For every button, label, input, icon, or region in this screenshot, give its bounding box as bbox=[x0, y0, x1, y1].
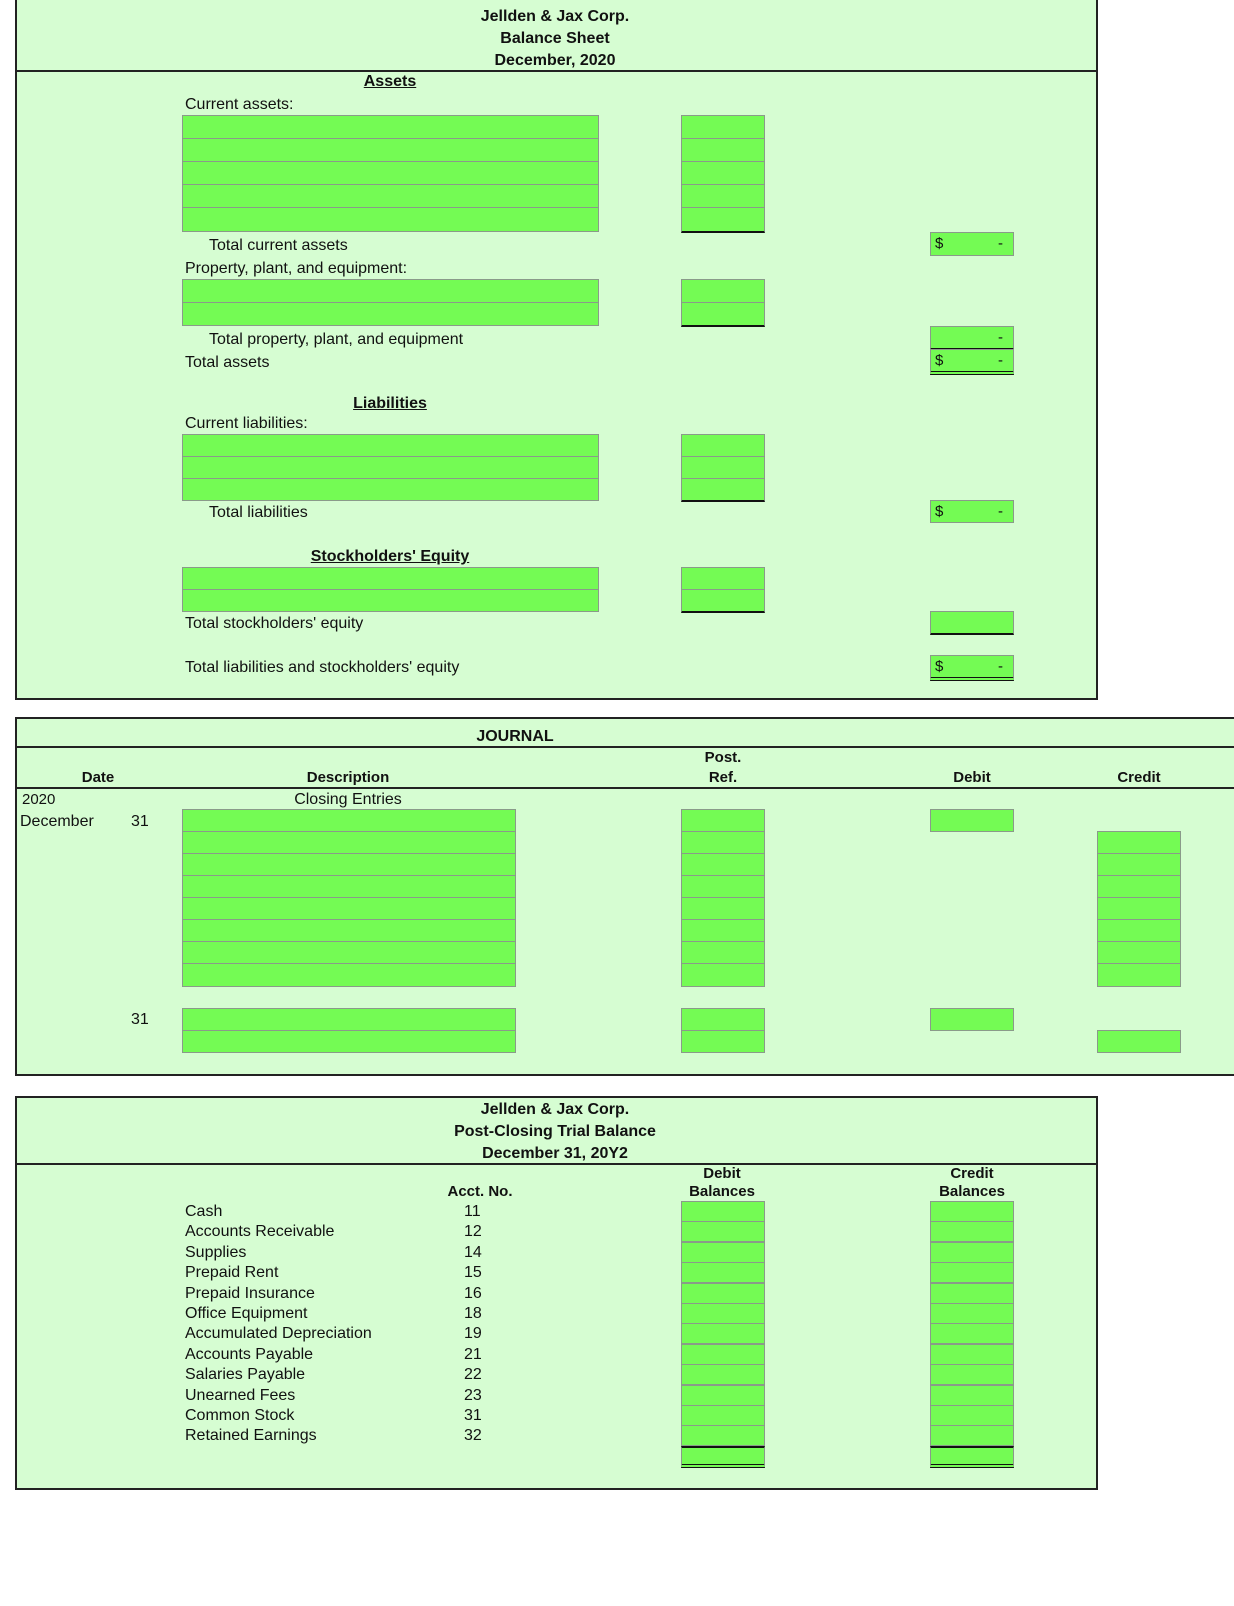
journal-credit-input[interactable] bbox=[1097, 919, 1181, 942]
journal-post-ref-input[interactable] bbox=[681, 1008, 765, 1031]
tb-account-name: Salaries Payable bbox=[185, 1366, 306, 1383]
tb-company-name: Jellden & Jax Corp. bbox=[480, 1101, 630, 1118]
journal-post-ref-input[interactable] bbox=[681, 875, 765, 898]
equity-name-input[interactable] bbox=[182, 567, 599, 590]
bs-title: Balance Sheet bbox=[500, 30, 610, 47]
current-liabilities-label: Current liabilities: bbox=[185, 415, 308, 432]
journal-description-input[interactable] bbox=[182, 963, 516, 987]
ppe-name-input[interactable] bbox=[182, 279, 599, 303]
col-description: Description bbox=[306, 769, 390, 786]
total-equity-label: Total stockholders' equity bbox=[185, 615, 364, 632]
tb-debit-input[interactable] bbox=[681, 1385, 765, 1406]
bs-header-rule bbox=[15, 70, 1098, 72]
tb-debit-input[interactable] bbox=[681, 1262, 765, 1283]
tb-account-name: Office Equipment bbox=[185, 1305, 308, 1322]
empty-value: - bbox=[998, 352, 1003, 369]
tb-account-number: 11 bbox=[464, 1203, 481, 1220]
tb-account-number: 22 bbox=[464, 1366, 482, 1383]
tb-account-name: Accounts Receivable bbox=[185, 1223, 335, 1240]
equity-amount-input[interactable] bbox=[681, 567, 765, 590]
currency-symbol: $ bbox=[935, 235, 944, 252]
ppe-amount-input[interactable] bbox=[681, 302, 765, 327]
tb-account-name: Cash bbox=[185, 1203, 223, 1220]
journal-description-input[interactable] bbox=[182, 831, 516, 854]
tb-col-credit-line1: Credit bbox=[950, 1165, 994, 1182]
journal-post-ref-input[interactable] bbox=[681, 809, 765, 832]
journal-credit-input[interactable] bbox=[1097, 875, 1181, 898]
total-current-assets-value[interactable] bbox=[930, 232, 1014, 256]
journal-post-ref-input[interactable] bbox=[681, 963, 765, 987]
ppe-label: Property, plant, and equipment: bbox=[185, 260, 408, 277]
col-post-ref-line2: Ref. bbox=[708, 769, 738, 786]
tb-account-number: 12 bbox=[464, 1223, 482, 1240]
journal-credit-input[interactable] bbox=[1097, 853, 1181, 876]
journal-description-input[interactable] bbox=[182, 919, 516, 942]
equity-amount-input[interactable] bbox=[681, 589, 765, 613]
tb-debit-input[interactable] bbox=[681, 1364, 765, 1385]
tb-credit-total[interactable] bbox=[930, 1446, 1014, 1468]
empty-value: - bbox=[998, 235, 1003, 252]
tb-credit-input[interactable] bbox=[930, 1344, 1014, 1365]
equity-name-input[interactable] bbox=[182, 589, 599, 612]
tb-credit-input[interactable] bbox=[930, 1283, 1014, 1304]
tb-account-number: 31 bbox=[464, 1407, 482, 1424]
tb-account-name: Prepaid Insurance bbox=[185, 1285, 315, 1302]
journal-year: 2020 bbox=[22, 791, 56, 808]
tb-debit-input[interactable] bbox=[681, 1283, 765, 1304]
tb-account-number: 21 bbox=[464, 1346, 482, 1363]
journal-credit-input[interactable] bbox=[1097, 897, 1181, 920]
tb-debit-input[interactable] bbox=[681, 1242, 765, 1263]
current-asset-amount-input[interactable] bbox=[681, 184, 765, 208]
journal-credit-input[interactable] bbox=[1097, 963, 1181, 987]
tb-account-name: Retained Earnings bbox=[185, 1427, 317, 1444]
journal-day-2: 31 bbox=[131, 1011, 149, 1028]
tb-account-number: 16 bbox=[464, 1285, 482, 1302]
journal-title-rule bbox=[15, 746, 1234, 748]
current-asset-name-input[interactable] bbox=[182, 207, 599, 232]
tb-col-debit-line1: Debit bbox=[703, 1165, 741, 1182]
ppe-name-input[interactable] bbox=[182, 302, 599, 326]
tb-credit-input[interactable] bbox=[930, 1364, 1014, 1385]
journal-description-input[interactable] bbox=[182, 1030, 516, 1053]
tb-debit-input[interactable] bbox=[681, 1323, 765, 1344]
tb-account-name: Accounts Payable bbox=[185, 1346, 314, 1363]
col-credit: Credit bbox=[1117, 769, 1161, 786]
total-current-assets-label: Total current assets bbox=[209, 237, 348, 254]
liabilities-heading: Liabilities bbox=[353, 395, 427, 412]
total-liabilities-label: Total liabilities bbox=[209, 504, 308, 521]
tb-debit-input[interactable] bbox=[681, 1405, 765, 1426]
tb-account-name: Accumulated Depreciation bbox=[185, 1325, 372, 1342]
bs-company-name: Jellden & Jax Corp. bbox=[480, 8, 630, 25]
tb-credit-input[interactable] bbox=[930, 1201, 1014, 1222]
current-liability-amount-input[interactable] bbox=[681, 434, 765, 457]
tb-debit-input[interactable] bbox=[681, 1425, 765, 1446]
journal-post-ref-input[interactable] bbox=[681, 941, 765, 964]
ppe-amount-input[interactable] bbox=[681, 279, 765, 303]
col-debit: Debit bbox=[953, 769, 991, 786]
tb-credit-input[interactable] bbox=[930, 1425, 1014, 1446]
current-asset-amount-input[interactable] bbox=[681, 115, 765, 139]
journal-credit-input[interactable] bbox=[1097, 941, 1181, 964]
tb-debit-input[interactable] bbox=[681, 1221, 765, 1242]
current-asset-name-input[interactable] bbox=[182, 161, 599, 185]
current-asset-name-input[interactable] bbox=[182, 138, 599, 162]
tb-account-number: 15 bbox=[464, 1264, 482, 1281]
empty-value: - bbox=[998, 329, 1003, 346]
tb-date: December 31, 20Y2 bbox=[482, 1145, 628, 1162]
current-liability-amount-input[interactable] bbox=[681, 456, 765, 479]
currency-symbol: $ bbox=[935, 352, 944, 369]
tb-credit-input[interactable] bbox=[930, 1385, 1014, 1406]
tb-debit-input[interactable] bbox=[681, 1344, 765, 1365]
journal-post-ref-input[interactable] bbox=[681, 831, 765, 854]
tb-debit-input[interactable] bbox=[681, 1303, 765, 1324]
tb-credit-input[interactable] bbox=[930, 1242, 1014, 1263]
total-assets-value[interactable] bbox=[930, 349, 1014, 375]
current-liability-name-input[interactable] bbox=[182, 434, 599, 457]
tb-account-number: 14 bbox=[464, 1244, 482, 1261]
total-assets-label: Total assets bbox=[185, 354, 270, 371]
tb-account-number: 19 bbox=[464, 1325, 482, 1342]
bs-date: December, 2020 bbox=[494, 52, 616, 69]
tb-debit-input[interactable] bbox=[681, 1201, 765, 1222]
current-asset-name-input[interactable] bbox=[182, 115, 599, 139]
total-ppe-label: Total property, plant, and equipment bbox=[209, 331, 464, 348]
empty-value: - bbox=[998, 503, 1003, 520]
tb-account-number: 32 bbox=[464, 1427, 482, 1444]
tb-debit-total[interactable] bbox=[681, 1446, 765, 1468]
tb-account-name: Unearned Fees bbox=[185, 1387, 296, 1404]
tb-account-number: 18 bbox=[464, 1305, 482, 1322]
journal-description-input[interactable] bbox=[182, 941, 516, 964]
journal-day-1: 31 bbox=[131, 813, 149, 830]
journal-credit-input[interactable] bbox=[1097, 831, 1181, 854]
journal-description-input[interactable] bbox=[182, 875, 516, 898]
tb-credit-input[interactable] bbox=[930, 1221, 1014, 1242]
journal-credit-input[interactable] bbox=[1097, 1030, 1181, 1053]
total-liabilities-value[interactable] bbox=[930, 500, 1014, 523]
tb-credit-input[interactable] bbox=[930, 1303, 1014, 1324]
current-asset-amount-input[interactable] bbox=[681, 207, 765, 233]
currency-symbol: $ bbox=[935, 658, 944, 675]
tb-col-debit-line2: Balances bbox=[689, 1183, 755, 1200]
journal-debit-input[interactable] bbox=[930, 809, 1014, 832]
journal-description-input[interactable] bbox=[182, 853, 516, 876]
col-date: Date bbox=[81, 769, 115, 786]
journal-month: December bbox=[20, 813, 94, 830]
total-ppe-value[interactable] bbox=[930, 326, 1014, 350]
journal-header-rule bbox=[15, 787, 1234, 789]
current-asset-name-input[interactable] bbox=[182, 184, 599, 208]
journal-post-ref-input[interactable] bbox=[681, 1030, 765, 1053]
tb-account-name: Prepaid Rent bbox=[185, 1264, 279, 1281]
tb-credit-input[interactable] bbox=[930, 1323, 1014, 1344]
journal-description-input[interactable] bbox=[182, 897, 516, 920]
tb-title: Post-Closing Trial Balance bbox=[454, 1123, 656, 1140]
tb-account-number: 23 bbox=[464, 1387, 482, 1404]
col-post-ref-line1: Post. bbox=[704, 749, 742, 766]
closing-entries-label: Closing Entries bbox=[294, 791, 402, 808]
journal-title: JOURNAL bbox=[476, 728, 554, 745]
empty-value: - bbox=[998, 658, 1003, 675]
equity-heading: Stockholders' Equity bbox=[310, 548, 470, 565]
current-asset-amount-input[interactable] bbox=[681, 138, 765, 162]
tb-col-acct-no: Acct. No. bbox=[447, 1183, 513, 1200]
tb-credit-input[interactable] bbox=[930, 1262, 1014, 1283]
current-liability-amount-input[interactable] bbox=[681, 478, 765, 502]
total-equity-value[interactable] bbox=[930, 611, 1014, 635]
current-liability-name-input[interactable] bbox=[182, 456, 599, 479]
tb-account-name: Supplies bbox=[185, 1244, 247, 1261]
journal-debit-input[interactable] bbox=[930, 1008, 1014, 1031]
current-asset-amount-input[interactable] bbox=[681, 161, 765, 185]
total-liab-equity-value[interactable] bbox=[930, 655, 1014, 681]
tb-credit-input[interactable] bbox=[930, 1405, 1014, 1426]
journal-post-ref-input[interactable] bbox=[681, 919, 765, 942]
journal-description-input[interactable] bbox=[182, 1008, 516, 1031]
tb-col-credit-line2: Balances bbox=[939, 1183, 1005, 1200]
current-assets-label: Current assets: bbox=[185, 96, 294, 113]
tb-account-name: Common Stock bbox=[185, 1407, 295, 1424]
journal-description-input[interactable] bbox=[182, 809, 516, 832]
journal-post-ref-input[interactable] bbox=[681, 853, 765, 876]
current-liability-name-input[interactable] bbox=[182, 478, 599, 501]
assets-heading: Assets bbox=[363, 73, 417, 90]
total-liab-equity-label: Total liabilities and stockholders' equity bbox=[185, 659, 460, 676]
currency-symbol: $ bbox=[935, 503, 944, 520]
journal-post-ref-input[interactable] bbox=[681, 897, 765, 920]
